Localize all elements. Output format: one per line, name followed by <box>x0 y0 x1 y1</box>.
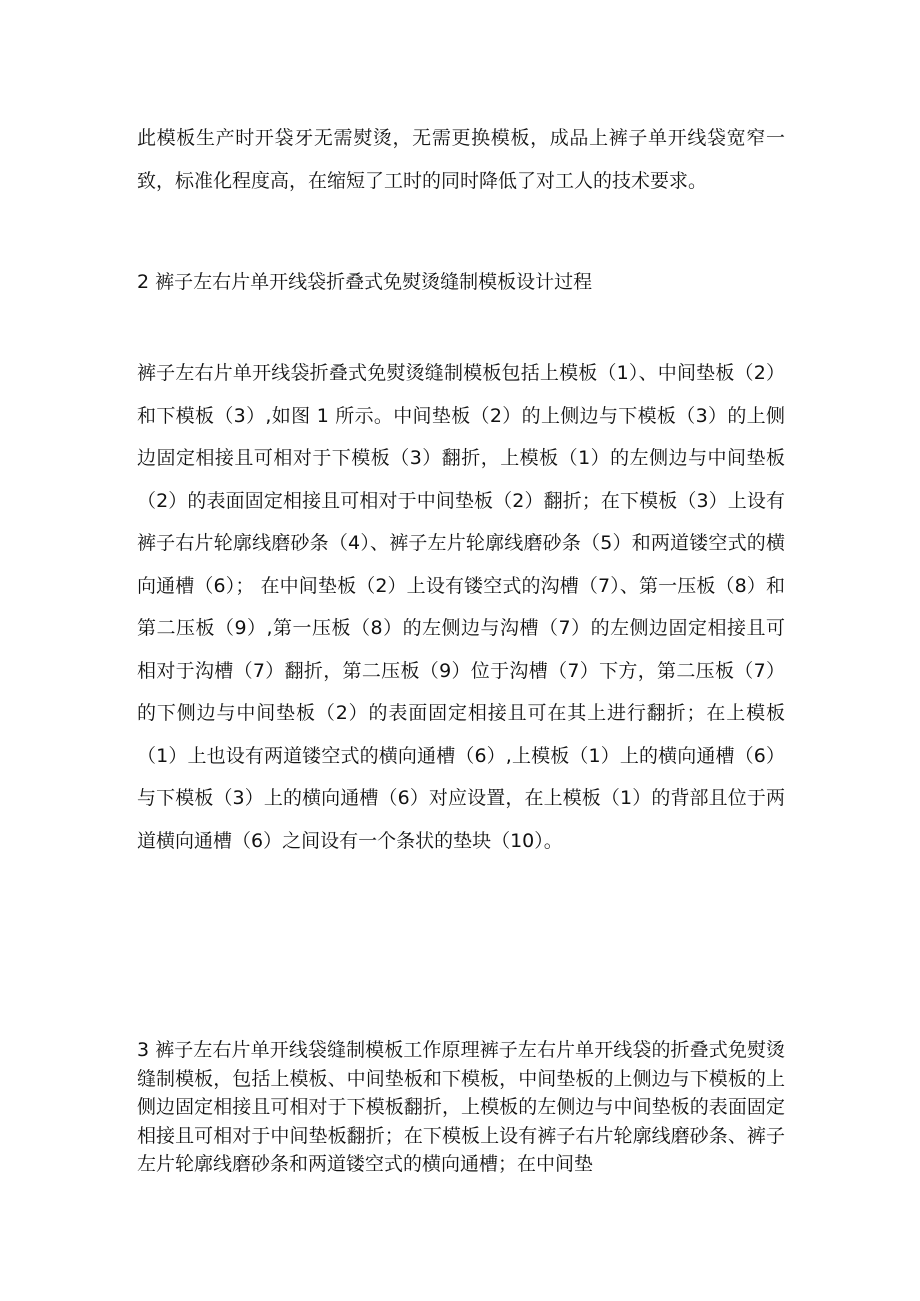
section-2-paragraph: 裤子左右片单开线袋折叠式免熨烫缝制模板包括上模板（1）、中间垫板（2）和下模板（3）,如图 1 所示。中间垫板（2）的上侧边与下模板（3）的上侧边固定相接且可相对于下模板（3）翻折，上模板（1）的左侧边与中间垫板（2）的表面固定相接且可相对于中间垫板（2）翻折；在下模板（3）上设有裤子右片轮廓线磨砂条（4）、裤子左片轮廓线磨砂条（5）和两道镂空式的横向通槽（6）； 在中间垫板（2）上设有镂空式的沟槽（7）、第一压板（8）和第二压板（9）,第一压板（8）的左侧边与沟槽（7）的左侧边固定相接且可相对于沟槽（7）翻折，第二压板（9）位于沟槽（7）下方，第二压板（7）的下侧边与中间垫板（2）的表面固定相接且可在其上进行翻折；在上模板（1）上也设有两道镂空式的横向通槽（6）,上模板（1）上的横向通槽（6）与下模板（3）上的横向通槽（6）对应设置，在上模板（1）的背部且位于两道横向通槽（6）之间设有一个条状的垫块（10）。 <box>137 362 785 852</box>
section-2-heading: 2 裤子左右片单开线袋折叠式免熨烫缝制模板设计过程 <box>137 271 593 293</box>
section-3-paragraph: 3 裤子左右片单开线袋缝制模板工作原理裤子左右片单开线袋的折叠式免熨烫缝制模板，包括上模板、中间垫板和下模板，中间垫板的上侧边与下模板的上侧边固定相接且可相对于下模板翻折，上模板的左侧边与中间垫板的表面固定相接且可相对于中间垫板翻折；在下模板上设有裤子右片轮廓线磨砂条、裤子左片轮廓线磨砂条和两道镂空式的横向通槽；在中间垫 <box>137 1039 785 1175</box>
intro-paragraph: 此模板生产时开袋牙无需熨烫，无需更换模板，成品上裤子单开线袋宽窄一致，标准化程度高，在缩短了工时的同时降低了对工人的技术要求。 <box>137 127 785 192</box>
